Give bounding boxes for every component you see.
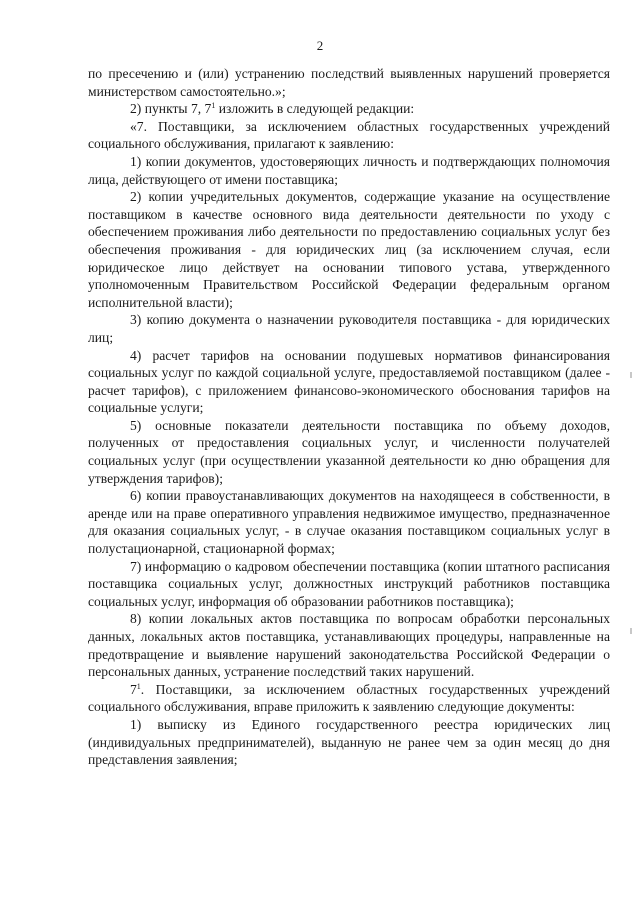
paragraph-amendment-intro <box>88 100 610 118</box>
paragraph-item-7-1 <box>88 681 610 716</box>
scan-edge-mark <box>630 372 632 378</box>
paragraph-subitem-4: 4) расчет тарифов на основании подушевых нормативов финансирования социальных услуг по каждой социальной услуге, предоставляемой поставщиком (далее - расчет тарифов), с приложением финансово-экономического обоснования тарифов на социальные услуги; <box>88 347 610 416</box>
superscript: 1 <box>211 101 216 111</box>
item-7-1-number: 7 <box>130 681 137 697</box>
paragraph-subitem-5: 5) основные показатели деятельности поставщика по объему доходов, полученных от предоставления социальных услуг, и численности получателей социальных услуг (при осуществлении указанной деятельности ко дню обращения для утверждения тарифов); <box>88 417 610 486</box>
item-7-1-text: . Поставщики, за исключением областных государственных учреждений социального обслуживания, вправе приложить к заявлению следующие документы: <box>88 681 610 715</box>
amendment-intro-text-end: изложить в следующей редакции: <box>215 101 415 117</box>
scan-edge-mark <box>630 628 632 634</box>
superscript: 1 <box>136 681 141 691</box>
paragraph-item-7-1-subitem-1: 1) выписку из Единого государственного реестра юридических лиц (индивидуальных предпринимателей), выданную не ранее чем за один месяц до дня представления заявления; <box>88 716 610 768</box>
document-body <box>88 65 610 769</box>
page-number: 2 <box>316 38 324 53</box>
paragraph-subitem-6: 6) копии правоустанавливающих документов на находящееся в собственности, в аренде или на праве оперативного управления недвижимое имущество, предназначенное для оказания социальных услуг, - в случае оказания поставщиком социальных услуг в полустационарной, стационарной формах; <box>88 488 610 557</box>
paragraph-continuation: по пресечению и (или) устранению последствий выявленных нарушений проверяется министерством самостоятельно.»; <box>88 66 610 99</box>
paragraph-subitem-3: 3) копию документа о назначении руководителя поставщика - для юридических лиц; <box>88 312 610 345</box>
paragraph-subitem-1: 1) копии документов, удостоверяющих личность и подтверждающих полномочия лица, действующего от имени поставщика; <box>88 153 610 187</box>
paragraph-subitem-7: 7) информацию о кадровом обеспечении поставщика (копии штатного расписания поставщика социальных услуг, должностных инструкций работников поставщика социальных услуг, информация об образовании работников поставщика); <box>88 558 610 609</box>
amendment-intro-text: 2) пункты 7, 7 <box>130 101 212 117</box>
paragraph-subitem-2: 2) копии учредительных документов, содержащие указание на осуществление поставщиком в качестве основного вида деятельности деятельности по уходу с обеспечением проживания либо деятельности по предоставлению социальных услуг без обеспечения проживания - для юридических лиц (за исключением случая, если юридическое лицо действует на основании типового устава, утвержденного уполномоченным Правительством Российской Федерации федеральным органом исполнительной власти); <box>88 189 610 310</box>
paragraph-item-7: «7. Поставщики, за исключением областных государственных учреждений социального обслуживания, прилагают к заявлению: <box>88 118 610 152</box>
paragraph-subitem-8: 8) копии локальных актов поставщика по вопросам обработки персональных данных, локальных актов поставщика, устанавливающих процедуры, направленные на предотвращение и выявление нарушений законодательства Российской Федерации о персональных данных, устранение последствий таких нарушений. <box>88 611 610 680</box>
